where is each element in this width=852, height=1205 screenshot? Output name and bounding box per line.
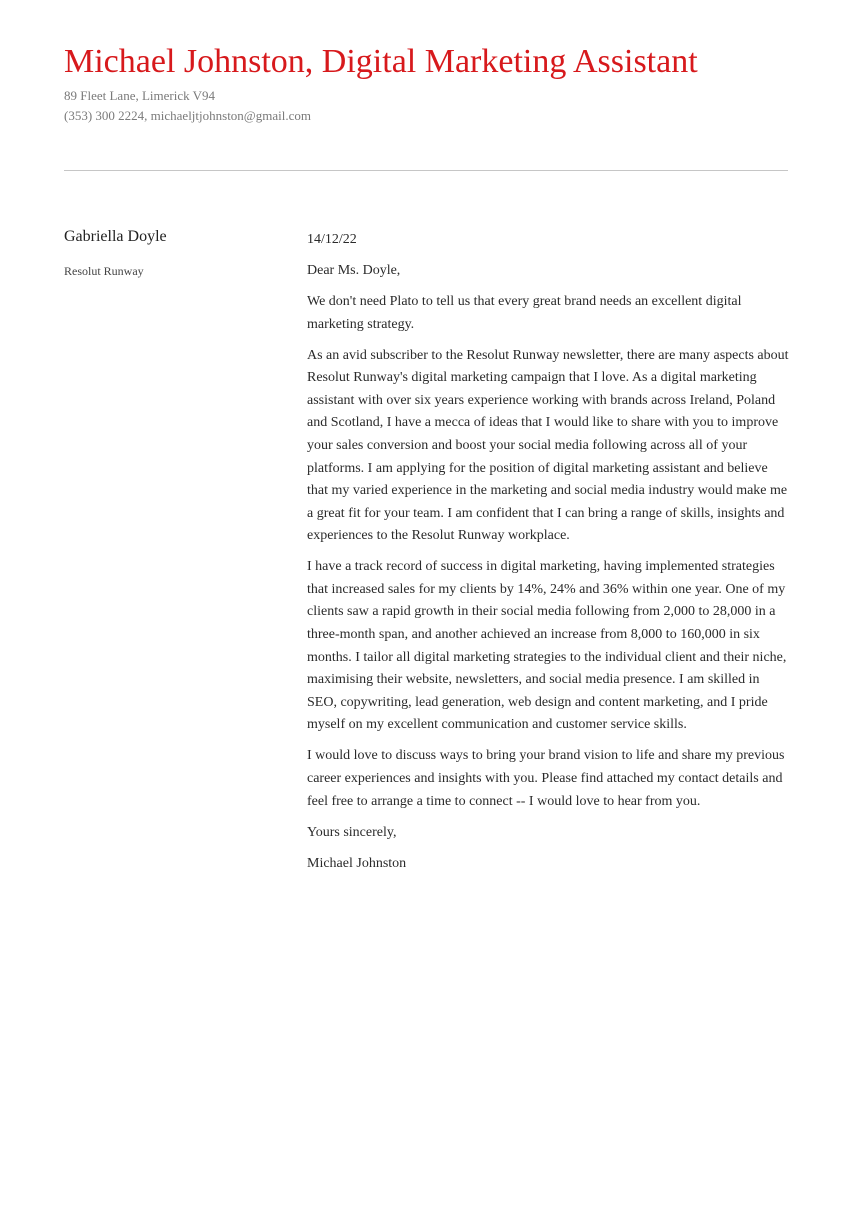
letter-body xyxy=(307,229,791,884)
letter-paragraph: We don't need Plato to tell us that every great brand needs an excellent digital marketing strategy. xyxy=(307,293,742,332)
letter-closing: Yours sincerely, xyxy=(307,824,397,840)
letter-header xyxy=(64,40,788,126)
letter-paragraph: As an avid subscriber to the Resolut Runway newsletter, there are many aspects about Resolut Runway's digital marketing campaign that I love. As a digital marketing assistant with over six years experience working with brands across Ireland, Poland and Scotland, I have a mecca of ideas that I would like to share with you to improve your sales conversion and boost your social media following across all of your platforms. I am applying for the position of digital marketing assistant and believe that my varied experience in the marketing and social media industry would make me a great fit for your team. I am confident that I can bring a range of skills, insights and experiences to the Resolut Runway workplace. xyxy=(307,347,789,544)
recipient-block xyxy=(64,226,264,279)
sender-address: 89 Fleet Lane, Limerick V94 xyxy=(64,88,216,103)
recipient-company: Resolut Runway xyxy=(64,264,144,278)
letter-paragraph: I would love to discuss ways to bring your brand vision to life and share my previous career experiences and insights with you. Please find attached my contact details and feel free to arrange a time to connect -- I would love to hear from you. xyxy=(307,748,785,809)
letter-salutation: Dear Ms. Doyle, xyxy=(307,262,401,278)
letter-paragraph: I have a track record of success in digital marketing, having implemented strategies that increased sales for my clients by 14%, 24% and 36% within one year. One of my clients saw a rapid growth in their social media following from 2,000 to 28,000 in a three-month span, and another achieved an increase from 8,000 to 160,000 in six months. I tailor all digital marketing strategies to the individual client and their niche, maximising their website, newsletters, and social media presence. I am skilled in SEO, copywriting, lead generation, web design and content marketing, and I pride myself on my excellent communication and customer service skills. xyxy=(307,559,787,733)
page-title: Michael Johnston, Digital Marketing Assistant xyxy=(64,43,698,80)
header-divider xyxy=(64,170,788,171)
letter-date: 14/12/22 xyxy=(307,232,357,247)
recipient-name: Gabriella Doyle xyxy=(64,228,167,245)
sender-contact: (353) 300 2224, michaeljtjohnston@gmail.com xyxy=(64,108,312,123)
letter-signature: Michael Johnston xyxy=(307,855,407,871)
